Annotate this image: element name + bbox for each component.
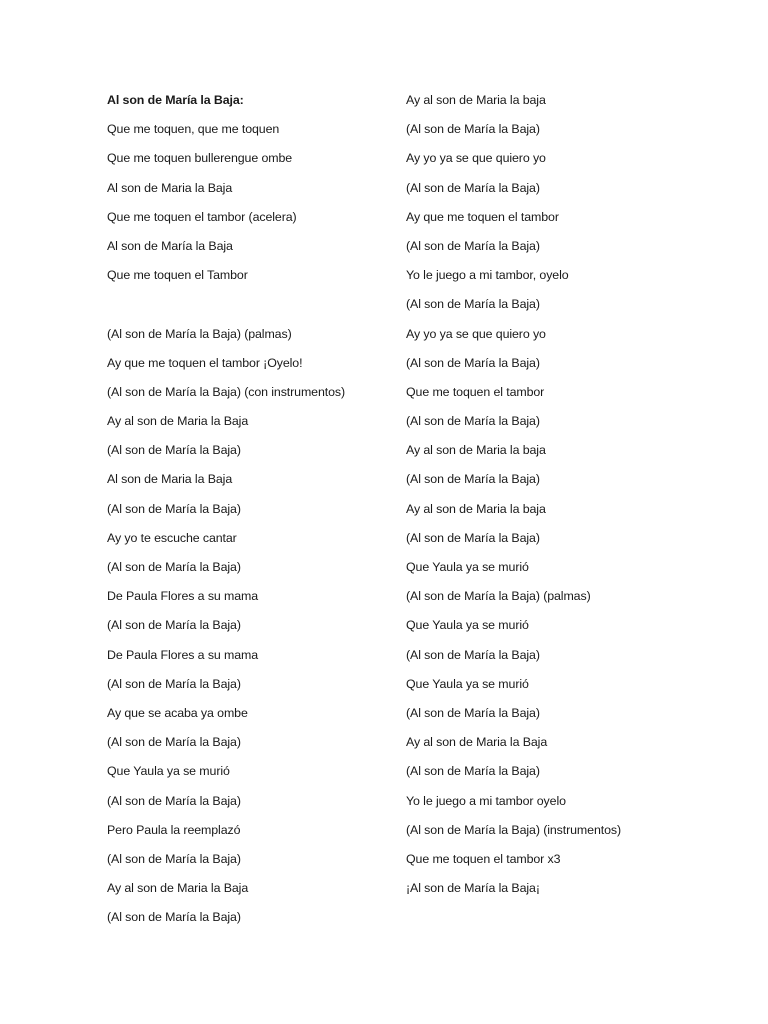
lyric-line: Ay al son de Maria la Baja bbox=[406, 735, 548, 750]
lyric-line: De Paula Flores a su mama bbox=[107, 647, 259, 662]
lyric-line: De Paula Flores a su mama bbox=[107, 589, 259, 604]
lyric-line: Ay que me toquen el tambor bbox=[406, 209, 559, 224]
lyric-line: Que me toquen el tambor bbox=[406, 384, 545, 399]
lyric-line: (Al son de María la Baja) bbox=[406, 472, 540, 487]
lyric-line: ¡Al son de María la Baja¡ bbox=[406, 881, 540, 896]
lyric-line: (Al son de María la Baja) (palmas) bbox=[107, 326, 292, 341]
lyric-line: Que Yaula ya se murió bbox=[406, 560, 529, 574]
lyric-line: (Al son de María la Baja) bbox=[107, 910, 241, 925]
lyric-line: (Al son de María la Baja) bbox=[406, 355, 540, 370]
lyric-line: (Al son de María la Baja) bbox=[107, 501, 241, 516]
lyric-line: (Al son de María la Baja) (con instrumentos) bbox=[107, 384, 346, 399]
lyric-line: (Al son de María la Baja) bbox=[406, 764, 540, 779]
lyric-line: Que Yaula ya se murió bbox=[107, 764, 230, 779]
lyric-line: Pero Paula la reemplazó bbox=[107, 822, 241, 837]
lyric-line: (Al son de María la Baja) bbox=[107, 735, 241, 750]
lyric-line: (Al son de María la Baja) bbox=[107, 560, 241, 574]
lyrics-left-column bbox=[107, 88, 387, 934]
lyric-line: Ay al son de Maria la Baja bbox=[107, 881, 249, 896]
lyric-line: (Al son de María la Baja) bbox=[406, 238, 540, 253]
lyric-line: Ay yo te escuche cantar bbox=[107, 530, 237, 545]
lyric-line: (Al son de María la Baja) bbox=[406, 297, 540, 312]
lyric-line: Ay al son de Maria la Baja bbox=[107, 414, 249, 429]
lyric-line: Yo le juego a mi tambor, oyelo bbox=[406, 268, 569, 283]
lyric-line: (Al son de María la Baja) bbox=[406, 414, 540, 429]
lyric-line: Que me toquen el Tambor bbox=[107, 268, 248, 283]
lyric-line: Ay que me toquen el tambor ¡Oyelo! bbox=[107, 355, 303, 370]
lyric-line: Ay que se acaba ya ombe bbox=[107, 705, 248, 720]
lyric-line: (Al son de María la Baja) bbox=[107, 676, 241, 691]
lyric-line: (Al son de María la Baja) bbox=[107, 443, 241, 458]
lyric-line: Ay al son de Maria la baja bbox=[406, 93, 546, 107]
lyrics-heading: Al son de María la Baja: bbox=[107, 93, 244, 107]
lyric-line: Al son de Maria la Baja bbox=[107, 180, 233, 195]
lyric-line: (Al son de María la Baja) bbox=[107, 851, 241, 866]
lyric-line: (Al son de María la Baja) bbox=[406, 705, 540, 720]
lyric-line: Que me toquen el tambor (acelera) bbox=[107, 209, 297, 224]
lyric-line: Que Yaula ya se murió bbox=[406, 676, 529, 691]
lyric-line bbox=[107, 292, 387, 321]
lyric-line: Ay yo ya se que quiero yo bbox=[406, 326, 546, 341]
lyric-line: Que me toquen el tambor x3 bbox=[406, 851, 561, 866]
lyric-line: Ay al son de Maria la baja bbox=[406, 443, 546, 458]
lyric-line: Al son de María la Baja bbox=[107, 238, 233, 253]
lyric-line: (Al son de María la Baja) bbox=[107, 793, 241, 808]
lyric-line: (Al son de María la Baja) bbox=[406, 647, 540, 662]
lyric-line: (Al son de María la Baja) (palmas) bbox=[406, 589, 591, 604]
lyric-line: (Al son de María la Baja) bbox=[406, 122, 540, 137]
lyric-line: Yo le juego a mi tambor oyelo bbox=[406, 793, 566, 808]
lyric-line: Ay yo ya se que quiero yo bbox=[406, 151, 546, 166]
lyric-line: (Al son de María la Baja) bbox=[107, 618, 241, 633]
lyric-line: (Al son de María la Baja) bbox=[406, 180, 540, 195]
lyric-line: Ay al son de Maria la baja bbox=[406, 501, 546, 516]
lyric-line: Que Yaula ya se murió bbox=[406, 618, 529, 633]
lyric-line: (Al son de María la Baja) (instrumentos) bbox=[406, 822, 621, 837]
lyrics-right-column bbox=[406, 88, 746, 905]
lyric-line: Que me toquen, que me toquen bbox=[107, 122, 280, 137]
lyric-line: (Al son de María la Baja) bbox=[406, 530, 540, 545]
lyric-line: Que me toquen bullerengue ombe bbox=[107, 151, 293, 166]
lyric-line: Al son de Maria la Baja bbox=[107, 472, 233, 487]
